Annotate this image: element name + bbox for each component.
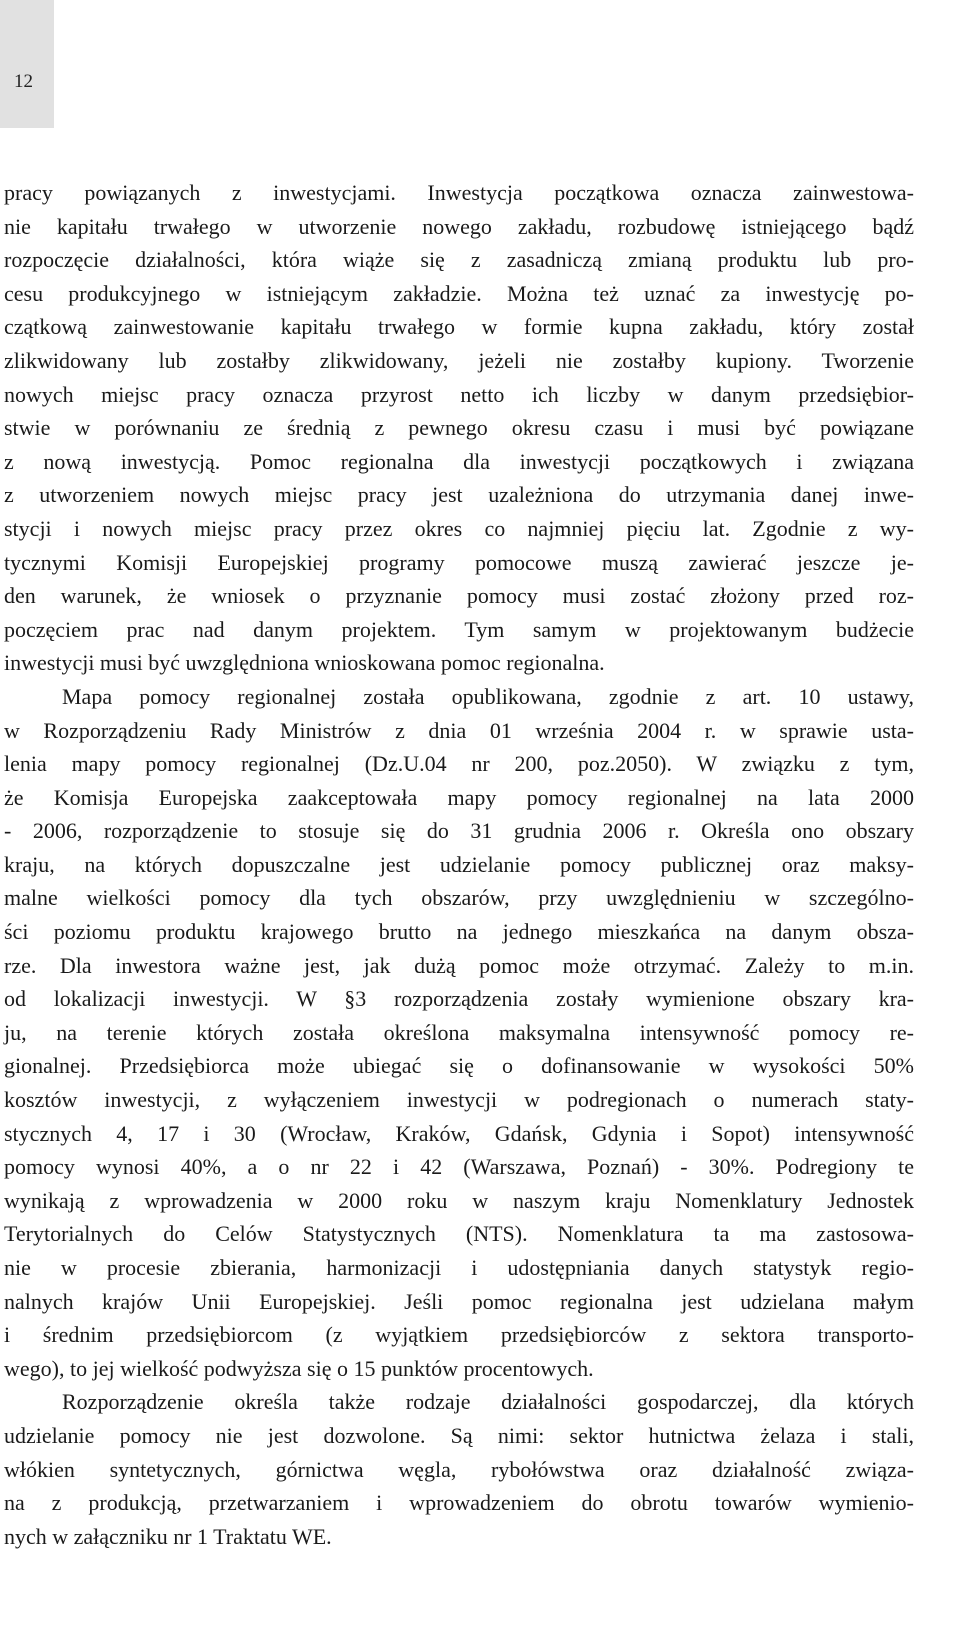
text-line: z nową inwestycją. Pomoc regionalna dla inwestycji początkowych i związana xyxy=(4,448,914,474)
body-text xyxy=(4,176,914,1553)
text-line: lenia mapy pomocy regionalnej (Dz.U.04 nr 200, poz.2050). W związku z tym, xyxy=(4,751,914,777)
text-line: stycznych 4, 17 i 30 (Wrocław, Kraków, Gdańsk, Gdynia i Sopot) intensywność xyxy=(4,1120,914,1146)
text-line: czątkową zainwestowanie kapitału trwałego w formie kupna zakładu, który został xyxy=(4,314,914,340)
text-line: z utworzeniem nowych miejsc pracy jest uzależniona do utrzymania danej inwe- xyxy=(4,482,914,508)
text-line: - 2006, rozporządzenie to stosuje się do 31 grudnia 2006 r. Określa ono obszary xyxy=(4,818,914,844)
text-line: od lokalizacji inwestycji. W §3 rozporządzenia zostały wymienione obszary kra- xyxy=(4,986,914,1012)
text-line: cesu produkcyjnego w istniejącym zakładzie. Można też uznać za inwestycję po- xyxy=(4,280,914,306)
text-line: nowych miejsc pracy oznacza przyrost netto ich liczby w danym przedsiębior- xyxy=(4,381,914,407)
page-number: 12 xyxy=(14,71,33,92)
paragraph-start: Mapa pomocy regionalnej została opublikowana, zgodnie z art. 10 ustawy, xyxy=(62,683,914,709)
text-line: Terytorialnych do Celów Statystycznych (NTS). Nomenklatura ta ma zastosowa- xyxy=(4,1221,914,1247)
text-line: tycznymi Komisji Europejskiej programy pomocowe muszą zawierać jeszcze je- xyxy=(4,549,914,575)
paragraph-start: Rozporządzenie określa także rodzaje działalności gospodarczej, dla których xyxy=(62,1389,914,1415)
text-line: ju, na terenie których została określona maksymalna intensywność pomocy re- xyxy=(4,1019,914,1045)
text-line: nych w załączniku nr 1 Traktatu WE. xyxy=(4,1523,332,1549)
text-line: malne wielkości pomocy dla tych obszarów, przy uwzględnieniu w szczególno- xyxy=(4,885,914,911)
text-line: poczęciem prac nad danym projektem. Tym samym w projektowanym budżecie xyxy=(4,616,914,642)
text-line: kraju, na których dopuszczalne jest udzielanie pomocy publicznej oraz maksy- xyxy=(4,851,914,877)
text-line: włókien syntetycznych, górnictwa węgla, rybołówstwa oraz działalność związa- xyxy=(4,1456,914,1482)
text-line: stycji i nowych miejsc pracy przez okres co najmniej pięciu lat. Zgodnie z wy- xyxy=(4,515,914,541)
text-line: kosztów inwestycji, z wyłączeniem inwestycji w podregionach o numerach staty- xyxy=(4,1087,914,1113)
text-line: gionalnej. Przedsiębiorca może ubiegać się o dofinansowanie w wysokości 50% xyxy=(4,1053,914,1079)
text-line: zlikwidowany lub zostałby zlikwidowany, jeżeli nie zostałby kupiony. Tworzenie xyxy=(4,347,914,373)
text-line: nie w procesie zbierania, harmonizacji i udostępniania danych statystyk regio- xyxy=(4,1255,914,1280)
text-line: że Komisja Europejska zaakceptowała mapy pomocy regionalnej na lata 2000 xyxy=(4,784,914,810)
text-line: rze. Dla inwestora ważne jest, jak dużą pomoc może otrzymać. Zależy to m.in. xyxy=(4,952,914,978)
text-line: i średnim przedsiębiorcom (z wyjątkiem przedsiębiorców z sektora transporto- xyxy=(4,1322,914,1348)
text-line: wego), to jej wielkość podwyższa się o 15 punktów procentowych. xyxy=(4,1355,594,1381)
text-line: wynikają z wprowadzenia w 2000 roku w naszym kraju Nomenklatury Jednostek xyxy=(4,1187,914,1213)
text-line: den warunek, że wniosek o przyznanie pomocy musi zostać złożony przed roz- xyxy=(4,583,914,609)
text-line: nalnych krajów Unii Europejskiej. Jeśli pomoc regionalna jest udzielana małym xyxy=(4,1288,914,1314)
text-line: stwie w porównaniu ze średnią z pewnego okresu czasu i musi być powiązane xyxy=(4,415,914,441)
text-line: ści poziomu produktu krajowego brutto na jednego mieszkańca na danym obsza- xyxy=(4,919,914,945)
text-line: rozpoczęcie działalności, która wiąże się z zasadniczą zmianą produktu lub pro- xyxy=(4,247,914,273)
text-line: pracy powiązanych z inwestycjami. Inwestycja początkowa oznacza zainwestowa- xyxy=(4,180,914,205)
text-line: na z produkcją, przetwarzaniem i wprowadzeniem do obrotu towarów wymienio- xyxy=(4,1490,914,1516)
text-line: inwestycji musi być uwzględniona wnioskowana pomoc regionalna. xyxy=(4,650,605,676)
text-line: nie kapitału trwałego w utworzenie nowego zakładu, rozbudowę istniejącego bądź xyxy=(4,213,914,239)
text-line: w Rozporządzeniu Rady Ministrów z dnia 01 września 2004 r. w sprawie usta- xyxy=(4,717,914,743)
text-line: pomocy wynosi 40%, a o nr 22 i 42 (Warszawa, Poznań) - 30%. Podregiony te xyxy=(4,1154,914,1180)
page-number-tab xyxy=(0,0,54,128)
text-line: udzielanie pomocy nie jest dozwolone. Są nimi: sektor hutnictwa żelaza i stali, xyxy=(4,1422,914,1448)
